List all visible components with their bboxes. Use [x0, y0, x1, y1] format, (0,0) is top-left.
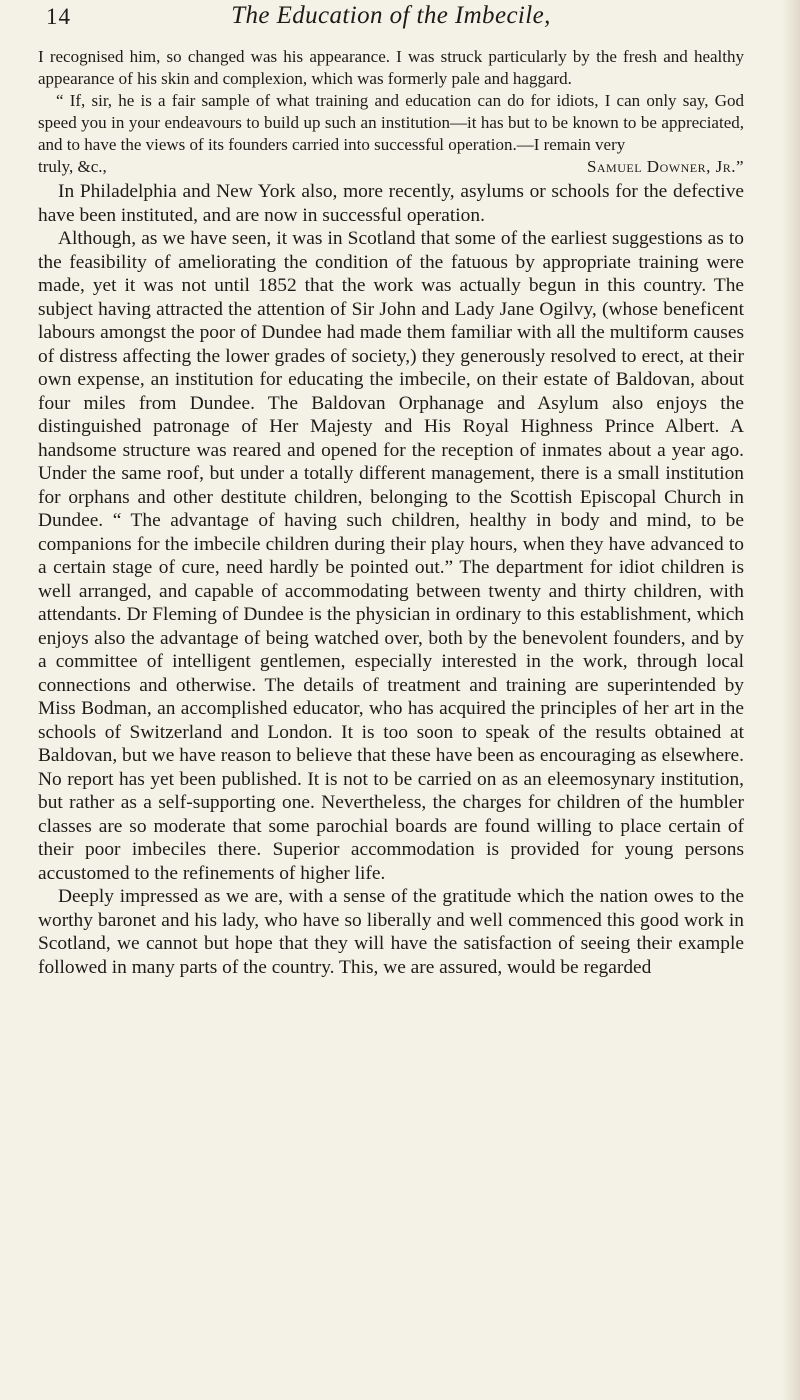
quoted-letter	[38, 46, 744, 178]
body-text	[38, 180, 744, 979]
page-edge-shadow	[782, 0, 800, 1400]
running-head	[38, 0, 744, 38]
letter-paragraph-2: “ If, sir, he is a fair sample of what training and education can do for idiots, I can only say, God speed you in your endeavours to build up such an institution—it has but to be known to be appreciated, and to have the views of its founders carried into successful operation.—I remain very	[38, 91, 744, 154]
body-paragraph-1: In Philadelphia and New York also, more recently, asylums or schools for the defective have been instituted, and are now in successful operation.	[38, 181, 744, 226]
body-paragraph-3: Deeply impressed as we are, with a sense of the gratitude which the nation owes to the worthy baronet and his lady, who have so liberally and well commenced this good work in Scotland, we cannot but hope that they will have the satisfaction of seeing their example followed in many parts of the country. This, we are assured, would be regarded	[38, 886, 744, 978]
running-title: The Education of the Imbecile,	[231, 2, 551, 29]
letter-paragraph-1: I recognised him, so changed was his appearance. I was struck particularly by the fresh and healthy appearance of his skin and complexion, which was formerly pale and haggard.	[38, 47, 744, 88]
letter-closing: truly, &c.,	[38, 157, 107, 176]
letter-signature: Samuel Downer, Jr.”	[586, 157, 744, 176]
body-paragraph-2: Although, as we have seen, it was in Scotland that some of the earliest suggestions as to the feasibility of ameliorating the condition of the fatuous by appropriate training were made, yet it was not until 1852 that the work was actually begun in this country. The subject having attracted the attention of Sir John and Lady Jane Ogilvy, (whose beneficent labours amongst the poor of Dundee had made them familiar with all the multiform causes of distress affecting the lower grades of society,) they generously resolved to erect, at their own expense, an institution for educating the imbecile, on their estate of Baldovan, about four miles from Dundee. The Baldovan Orphanage and Asylum also enjoys the distinguished patronage of Her Majesty and His Royal Highness Prince Albert. A handsome structure was reared and opened for the reception of inmates about a year ago. Under the same roof, but under a totally different management, there is a small institution for orphans and other destitute children, belonging to the Scottish Episcopal Church in Dundee. “ The advantage of having such children, healthy in body and mind, to be companions for the imbecile children during their play hours, when they have advanced to a certain stage of cure, need hardly be pointed out.” The department for idiot children is well arranged, and capable of accommodating between twenty and thirty children, with attendants. Dr Fleming of Dundee is the physician in ordinary to this establishment, which enjoys also the advantage of being watched over, both by the benevolent founders, and by a committee of intelligent gentlemen, especially interested in the work, through local connections and otherwise. The details of treatment and training are superintended by Miss Bodman, an accomplished educator, who has acquired the principles of her art in the schools of Switzerland and London. It is too soon to speak of the results obtained at Baldovan, but we have reason to believe that these have been as encouraging as elsewhere. No report has yet been published. It is not to be carried on as an eleemosynary institution, but rather as a self-supporting one. Nevertheless, the charges for children of the humbler classes are so moderate that some parochial boards are found willing to place certain of their poor imbeciles there. Superior accommodation is provided for young persons accustomed to the refinements of higher life.	[38, 228, 744, 884]
letter-signature-line	[38, 156, 744, 178]
page-number: 14	[46, 4, 71, 29]
